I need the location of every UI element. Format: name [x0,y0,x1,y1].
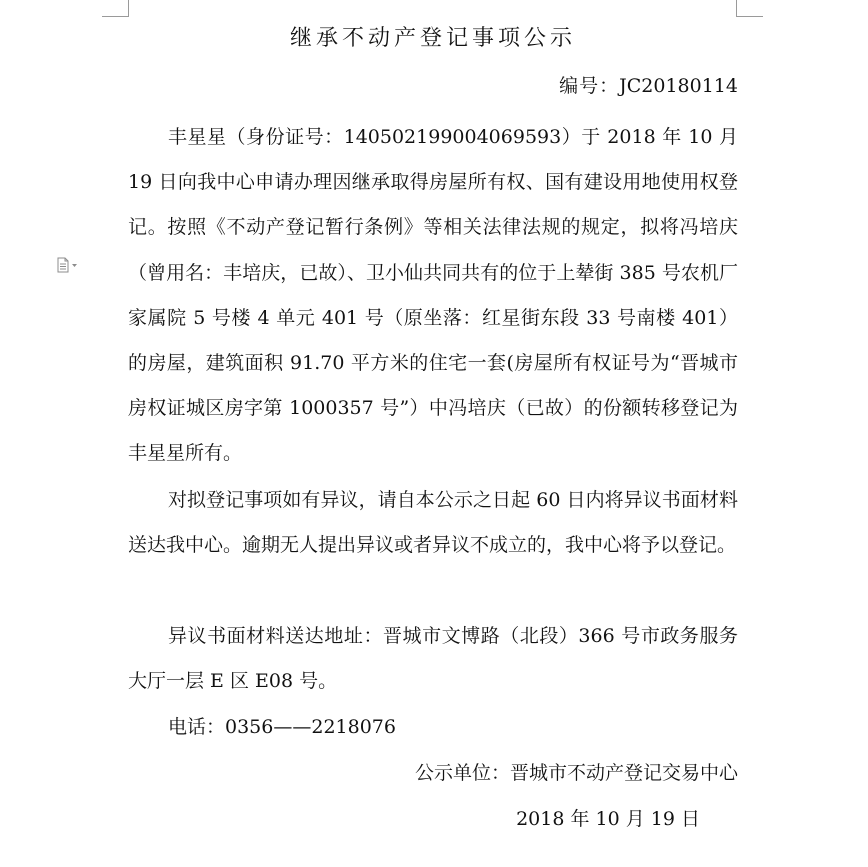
issuer-line: 公示单位：晋城市不动产登记交易中心 [414,762,738,784]
document-number [128,73,738,99]
page-corner-mark-left [102,0,129,17]
document-title: 继承不动产登记事项公示 [289,26,576,51]
phone-line: 电话：0356——2218076 [168,716,396,738]
objection-address-paragraph: 异议书面材料送达地址：晋城市文博路（北段）366 号市政务服务大厅一层 E 区 E08 号。 [128,625,738,693]
page-corner-mark-right [736,0,763,17]
document-number-label: 编号： [559,75,620,97]
document-options-icon[interactable] [56,257,80,273]
objection-paragraph: 对拟登记事项如有异议，请自本公示之日起 60 日内将异议书面材料送达我中心。逾期无人提出异议或者异议不成立的，我中心将予以登记。 [128,489,738,557]
document-number-value: JC20180114 [619,75,738,97]
date-line: 2018 年 10 月 19 日 [516,808,700,830]
announcement-paragraph-1: 丰星星（身份证号：140502199004069593）于 2018 年 10 月 19 日向我中心申请办理因继承取得房屋所有权、国有建设用地使用权登记。按照《不动产登记暂行条例》等相关法律法规的规定，拟将冯培庆（曾用名：丰培庆，已故）、卫小仙共同共有的位于上辇街 385 号农机厂家属院 5 号楼 4 单元 401 号（原坐落：红星街东段 33 号南楼 401）的房屋，建筑面积 91.70 平方米的住宅一套(房屋所有权证号为“晋城市房权证城区房字第 1000357 号”）中冯培庆（已故）的份额转移登记为丰星星所有。 [128,126,738,465]
